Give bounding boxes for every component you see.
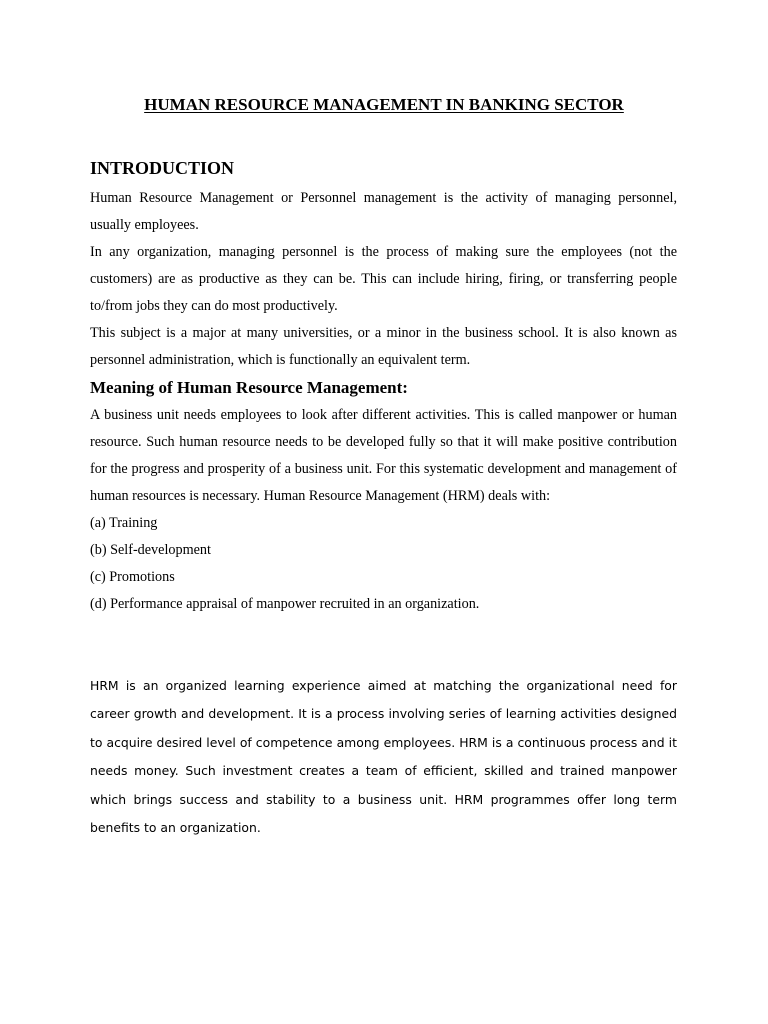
introduction-paragraph: In any organization, managing personnel is the process of making sure the employees (not the customers) are as productive as they can be. This can include hiring, firing, or transferring people to/from jobs they can do most productively. <box>90 244 677 314</box>
list-item: (a) Training <box>90 515 158 531</box>
list-item: (b) Self-development <box>90 542 211 558</box>
document-title <box>0 93 768 117</box>
meaning-heading: Meaning of Human Resource Management: <box>90 378 408 397</box>
introduction-paragraph: This subject is a major at many universities, or a minor in the business school. It is also known as personnel administration, which is functionally an equivalent term. <box>90 325 677 368</box>
list-item: (d) Performance appraisal of manpower recruited in an organization. <box>90 596 480 612</box>
hrm-paragraph: HRM is an organized learning experience aimed at matching the organizational need for career growth and development. It is a process involving series of learning activities designed to acquire desired level of competence among employees. HRM is a continuous process and it needs money. Such investment creates a team of efficient, skilled and trained manpower which brings success and stability to a business unit. HRM programmes offer long term benefits to an organization. <box>90 678 677 836</box>
introduction-heading: INTRODUCTION <box>90 158 235 178</box>
document-title-text: HUMAN RESOURCE MANAGEMENT IN BANKING SECTOR <box>144 95 624 114</box>
introduction-paragraph: Human Resource Management or Personnel management is the activity of managing personnel, usually employees. <box>90 190 677 233</box>
hrm-deals-with-list <box>90 510 677 618</box>
meaning-section <box>90 402 677 618</box>
meaning-paragraph: A business unit needs employees to look after different activities. This is called manpower or human resource. Such human resource needs to be developed fully so that it will make positive contribution for the progress and prosperity of a business unit. For this systematic development and management of human resources is necessary. Human Resource Management (HRM) deals with: <box>90 407 677 504</box>
introduction-section <box>90 185 677 374</box>
list-item: (c) Promotions <box>90 569 175 585</box>
